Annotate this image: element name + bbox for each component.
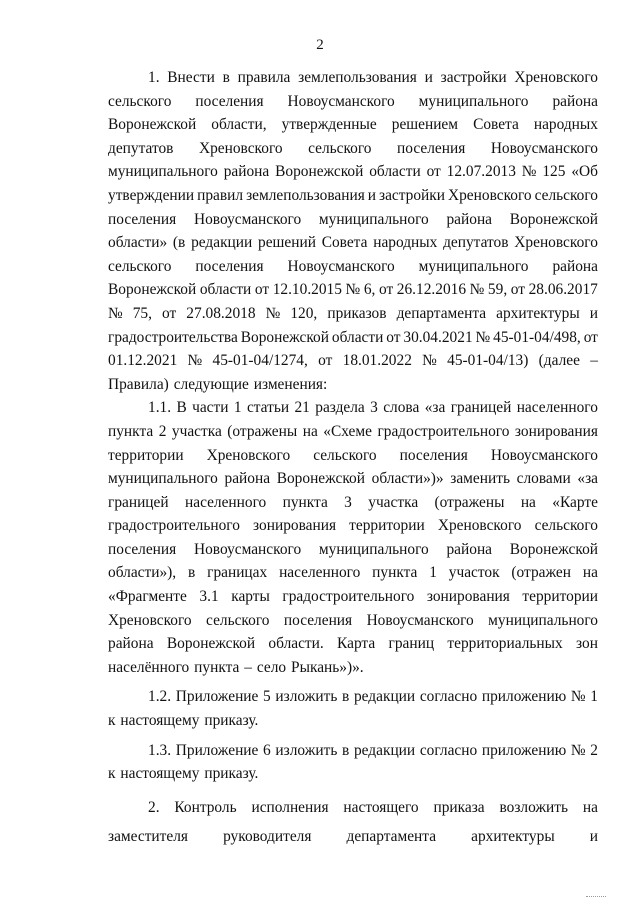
text-word: 28.06.2017 bbox=[528, 281, 598, 299]
text-word: области bbox=[199, 281, 252, 299]
text-word: Воронежской bbox=[240, 328, 329, 346]
text-word: 2 bbox=[590, 741, 598, 759]
text-word: от bbox=[386, 328, 401, 346]
text-word: 59, bbox=[487, 281, 508, 299]
text-word: словами bbox=[516, 470, 571, 488]
text-word: (отражены bbox=[227, 422, 298, 440]
text-word: муниципального bbox=[318, 210, 429, 228]
text-word: 2 bbox=[158, 422, 167, 440]
text-word: Новоусманского bbox=[287, 257, 395, 275]
text-line bbox=[108, 113, 598, 137]
text-word: приказу. bbox=[204, 712, 259, 730]
text-line bbox=[108, 685, 598, 709]
text-word: 1 bbox=[590, 688, 598, 706]
text-word: от bbox=[162, 304, 177, 322]
text-word: № bbox=[469, 281, 485, 299]
text-word: редакции bbox=[353, 741, 416, 759]
text-word: депутатов bbox=[443, 234, 509, 252]
text-word: Новоусманского bbox=[366, 611, 474, 629]
text-word: приложению bbox=[481, 688, 567, 706]
text-word: в bbox=[187, 564, 196, 582]
text-word: от bbox=[378, 281, 394, 299]
text-line bbox=[108, 160, 598, 184]
text-word: участка bbox=[368, 493, 419, 511]
text-line bbox=[108, 709, 598, 733]
text-word: Воронежской bbox=[509, 540, 598, 558]
text-word: района bbox=[552, 257, 598, 275]
text-word: возложить bbox=[499, 798, 569, 816]
text-word: село bbox=[256, 658, 287, 676]
text-word: № bbox=[187, 352, 203, 370]
text-word: – bbox=[590, 352, 598, 370]
text-word: заменить bbox=[450, 470, 510, 488]
text-word: района bbox=[223, 163, 270, 181]
text-line bbox=[108, 538, 598, 562]
text-word: Карта bbox=[337, 635, 376, 653]
text-line bbox=[108, 444, 598, 468]
text-word: на bbox=[582, 564, 598, 582]
text-word: решением bbox=[391, 116, 459, 134]
text-word: области, bbox=[211, 116, 267, 134]
text-word: архитектуры bbox=[471, 828, 555, 846]
text-word: района bbox=[108, 635, 154, 653]
text-word: народных bbox=[373, 234, 438, 252]
text-word: приложению bbox=[481, 741, 567, 759]
text-word: № bbox=[422, 352, 437, 370]
text-word: депутатов bbox=[108, 139, 174, 157]
text-word: сельского bbox=[313, 446, 377, 464]
text-word: настоящему bbox=[120, 765, 200, 783]
text-line bbox=[108, 656, 598, 680]
text-word: карты bbox=[231, 588, 270, 606]
text-word: изложить bbox=[275, 741, 338, 759]
text-word: населенного bbox=[185, 493, 267, 511]
text-word: утверждении bbox=[108, 186, 195, 204]
text-word: № bbox=[265, 304, 281, 322]
text-word: настоящему bbox=[120, 712, 200, 730]
text-word: участок bbox=[448, 564, 500, 582]
text-word: 18.01.2022 bbox=[342, 352, 412, 370]
text-word: «за bbox=[577, 470, 598, 488]
text-word: границей bbox=[108, 493, 169, 511]
text-word: Воронежской bbox=[108, 116, 197, 134]
text-word: «Карте bbox=[552, 493, 598, 511]
text-word: № bbox=[108, 304, 123, 322]
text-word: Хреновского bbox=[514, 234, 598, 252]
text-word: редакции bbox=[353, 688, 416, 706]
text-word: Хреновского bbox=[437, 517, 522, 535]
text-word: пункта bbox=[194, 658, 240, 676]
text-word: муниципального bbox=[108, 163, 218, 181]
text-word: 75, bbox=[132, 304, 152, 322]
text-line bbox=[108, 349, 598, 373]
text-word: сельского bbox=[534, 517, 598, 535]
text-word: района bbox=[446, 210, 493, 228]
text-word: изложить bbox=[275, 688, 338, 706]
text-word: поселения bbox=[108, 540, 177, 558]
text-word: Хреновского bbox=[198, 139, 283, 157]
text-word: 1.1. bbox=[148, 399, 172, 417]
text-word: приказа bbox=[433, 798, 485, 816]
text-word: приказов bbox=[327, 304, 387, 322]
text-line bbox=[108, 632, 598, 656]
text-word: департамента bbox=[396, 304, 487, 322]
text-word: от bbox=[510, 281, 525, 299]
text-word: 26.12.2016 bbox=[396, 281, 467, 299]
text-word: Приложение bbox=[175, 688, 259, 706]
text-word: Новоусманского bbox=[193, 540, 302, 558]
text-line bbox=[108, 467, 598, 491]
text-word: пункта bbox=[282, 493, 328, 511]
text-word: территориальных bbox=[447, 635, 563, 653]
text-line bbox=[108, 184, 598, 208]
text-line bbox=[108, 208, 598, 232]
text-word: 45-01-04/498, bbox=[493, 328, 581, 346]
text-line bbox=[108, 796, 598, 820]
text-word: части bbox=[192, 399, 229, 417]
text-word: зон bbox=[576, 635, 598, 653]
text-word: согласно bbox=[419, 688, 478, 706]
text-word: поселения bbox=[283, 611, 353, 629]
text-word: Хреновского bbox=[206, 446, 291, 464]
text-line bbox=[108, 739, 598, 763]
text-word: района bbox=[224, 470, 271, 488]
text-line bbox=[108, 491, 598, 515]
text-word: 120, bbox=[290, 304, 318, 322]
scan-artifact bbox=[586, 896, 606, 899]
text-word: (отражены bbox=[434, 493, 505, 511]
text-word: в bbox=[342, 688, 350, 706]
text-word: 27.08.2018 bbox=[186, 304, 256, 322]
text-word: муниципального bbox=[318, 540, 429, 558]
text-word: Новоусманского bbox=[490, 139, 598, 157]
text-word: Воронежской bbox=[166, 635, 256, 653]
text-word: от bbox=[583, 328, 598, 346]
text-word: 01.12.2021 bbox=[108, 352, 178, 370]
text-line bbox=[108, 762, 598, 786]
text-word: градостроительства bbox=[108, 328, 238, 346]
text-word: Новоусманского bbox=[490, 446, 598, 464]
text-word: Хреновского bbox=[514, 69, 598, 86]
text-word: области. bbox=[268, 635, 324, 653]
text-word: градостроительного bbox=[108, 517, 240, 535]
text-word: Новоусманского bbox=[287, 92, 395, 110]
text-word: Воронежской bbox=[509, 210, 598, 228]
text-word: сельского bbox=[108, 92, 172, 110]
text-word: 45-01-04/1274, bbox=[212, 352, 308, 370]
text-word: поселения bbox=[195, 92, 264, 110]
text-word: 1 bbox=[233, 399, 242, 417]
text-word: статьи bbox=[246, 399, 290, 417]
text-word: района bbox=[446, 540, 493, 558]
text-word: В bbox=[176, 399, 187, 417]
text-word: землепользования bbox=[246, 186, 365, 204]
text-line bbox=[108, 585, 598, 609]
text-word: Контроль bbox=[174, 798, 237, 816]
text-word: 1.2. bbox=[148, 688, 172, 706]
text-line bbox=[108, 66, 598, 90]
text-word: «Фрагменте bbox=[108, 588, 187, 606]
text-word: и bbox=[424, 69, 433, 86]
text-word: на bbox=[582, 798, 598, 816]
text-word: зонирования bbox=[426, 588, 510, 606]
text-line bbox=[108, 420, 598, 444]
text-word: пункта bbox=[372, 564, 418, 582]
text-word: территории bbox=[108, 446, 184, 464]
text-word: на bbox=[520, 493, 536, 511]
text-word: Хреновского bbox=[448, 186, 532, 204]
text-word: сельского bbox=[534, 186, 598, 204]
text-word: сельского bbox=[206, 611, 270, 629]
text-line bbox=[108, 302, 598, 326]
text-word: населенного bbox=[279, 564, 361, 582]
text-word: народных bbox=[533, 116, 598, 134]
text-word: в bbox=[342, 741, 350, 759]
text-word: 5 bbox=[263, 688, 271, 706]
text-word: на bbox=[302, 422, 318, 440]
text-word: района bbox=[552, 92, 598, 110]
text-word: 30.04.2021 bbox=[403, 328, 473, 346]
text-word: к bbox=[108, 765, 116, 783]
text-word: утвержденные bbox=[281, 116, 377, 134]
text-word: и bbox=[367, 186, 377, 204]
text-line bbox=[108, 609, 598, 633]
text-word: застройки bbox=[379, 186, 446, 204]
text-word: приказу. bbox=[204, 765, 259, 783]
text-word: 2. bbox=[148, 798, 160, 816]
text-word: сельского bbox=[108, 257, 172, 275]
text-word: области»), bbox=[108, 564, 177, 582]
text-word: № bbox=[475, 328, 491, 346]
text-line bbox=[108, 825, 598, 849]
text-word: в bbox=[222, 69, 230, 86]
text-line bbox=[108, 373, 598, 397]
document-body bbox=[108, 66, 598, 849]
text-word: населённого bbox=[108, 658, 190, 676]
page-number: 2 bbox=[316, 37, 324, 53]
text-line bbox=[108, 561, 598, 585]
text-word: 6 bbox=[263, 741, 271, 759]
text-word: 12.10.2015 bbox=[272, 281, 342, 299]
text-word: 1. bbox=[148, 69, 160, 86]
text-word: согласно bbox=[419, 741, 478, 759]
text-line bbox=[108, 90, 598, 114]
text-word: поселения bbox=[397, 139, 466, 157]
text-word: «за bbox=[424, 399, 446, 417]
text-word: Новоусманского bbox=[193, 210, 302, 228]
text-word: «Схеме bbox=[323, 422, 372, 440]
text-word: Совета bbox=[321, 234, 368, 252]
text-line bbox=[108, 278, 598, 302]
text-word: муниципального bbox=[488, 611, 598, 629]
text-word: градостроительного bbox=[377, 422, 510, 440]
text-word: – bbox=[244, 658, 252, 676]
text-word: Рыкань»)». bbox=[291, 658, 364, 676]
text-word: 6, bbox=[363, 281, 376, 299]
text-word: границах bbox=[207, 564, 268, 582]
text-word: участка bbox=[171, 422, 222, 440]
text-word: к bbox=[108, 712, 116, 730]
text-word: пункта bbox=[108, 422, 154, 440]
text-word: (в bbox=[172, 234, 186, 252]
text-word: Правила) bbox=[108, 375, 169, 393]
text-word: 1.3. bbox=[148, 741, 172, 759]
text-word: Воронежской bbox=[108, 281, 197, 299]
text-word: застройки bbox=[440, 69, 507, 86]
text-word: руководителя bbox=[223, 828, 312, 846]
text-word: 3 bbox=[370, 399, 378, 417]
text-word: настоящего bbox=[343, 798, 419, 816]
text-line bbox=[108, 231, 598, 255]
text-word: границ bbox=[388, 635, 435, 653]
text-word: 12.07.2013 bbox=[446, 163, 516, 181]
text-word: от bbox=[426, 163, 441, 181]
text-line bbox=[108, 137, 598, 161]
text-word: градостроительного bbox=[282, 588, 415, 606]
text-word: исполнения bbox=[251, 798, 329, 816]
text-word: сельского bbox=[308, 139, 372, 157]
text-line bbox=[108, 396, 598, 420]
text-word: правил bbox=[197, 186, 244, 204]
text-word: 3 bbox=[344, 493, 352, 511]
text-word: и bbox=[589, 828, 598, 846]
text-word: № bbox=[345, 281, 361, 299]
text-word: редакции bbox=[191, 234, 253, 252]
text-word: Воронежской bbox=[275, 163, 364, 181]
text-word: архитектуры bbox=[496, 304, 580, 322]
text-word: Приложение bbox=[175, 741, 259, 759]
text-word: и bbox=[589, 304, 598, 322]
text-word: 125 bbox=[542, 163, 566, 181]
text-word: от bbox=[254, 281, 270, 299]
text-word: зонирования bbox=[514, 422, 598, 440]
text-word: раздела bbox=[315, 399, 365, 417]
text-word: (далее bbox=[538, 352, 580, 370]
text-word: территории bbox=[522, 588, 598, 606]
text-word: (отражен bbox=[511, 564, 571, 582]
text-word: муниципального bbox=[418, 92, 529, 110]
text-word: следующие bbox=[173, 375, 249, 393]
text-word: поселения bbox=[195, 257, 264, 275]
text-word: Воронежской bbox=[276, 470, 365, 488]
text-word: Внести bbox=[167, 69, 215, 86]
text-word: «Об bbox=[571, 163, 598, 181]
text-line bbox=[108, 255, 598, 279]
text-word: от bbox=[318, 352, 333, 370]
text-word: Хреновского bbox=[108, 611, 192, 629]
text-word: департамента bbox=[346, 828, 437, 846]
text-word: слова bbox=[383, 399, 420, 417]
text-word: 3.1 bbox=[199, 588, 219, 606]
text-word: землепользования bbox=[298, 69, 417, 86]
text-word: решений bbox=[258, 234, 316, 252]
text-word: № bbox=[570, 688, 586, 706]
text-word: границей bbox=[450, 399, 512, 417]
text-word: области»)» bbox=[371, 470, 444, 488]
text-word: изменения: bbox=[253, 375, 328, 393]
text-word: 21 bbox=[294, 399, 310, 417]
text-word: заместителя bbox=[108, 828, 188, 846]
text-word: муниципального bbox=[418, 257, 529, 275]
text-word: территории bbox=[349, 517, 425, 535]
text-word: муниципального bbox=[108, 470, 218, 488]
text-word: № bbox=[570, 741, 586, 759]
text-word: населенного bbox=[516, 399, 598, 417]
text-word: правила bbox=[237, 69, 291, 86]
text-word: 45-01-04/13) bbox=[447, 352, 529, 370]
text-word: № bbox=[521, 163, 537, 181]
text-word: области bbox=[331, 328, 384, 346]
text-word: поселения bbox=[108, 210, 177, 228]
text-word: Совета bbox=[473, 116, 519, 134]
text-word: зонирования bbox=[253, 517, 337, 535]
text-word: поселения bbox=[399, 446, 468, 464]
text-word: области bbox=[369, 163, 421, 181]
text-word: 1 bbox=[429, 564, 437, 582]
text-line bbox=[108, 326, 598, 350]
text-line bbox=[108, 514, 598, 538]
text-word: области» bbox=[108, 234, 168, 252]
